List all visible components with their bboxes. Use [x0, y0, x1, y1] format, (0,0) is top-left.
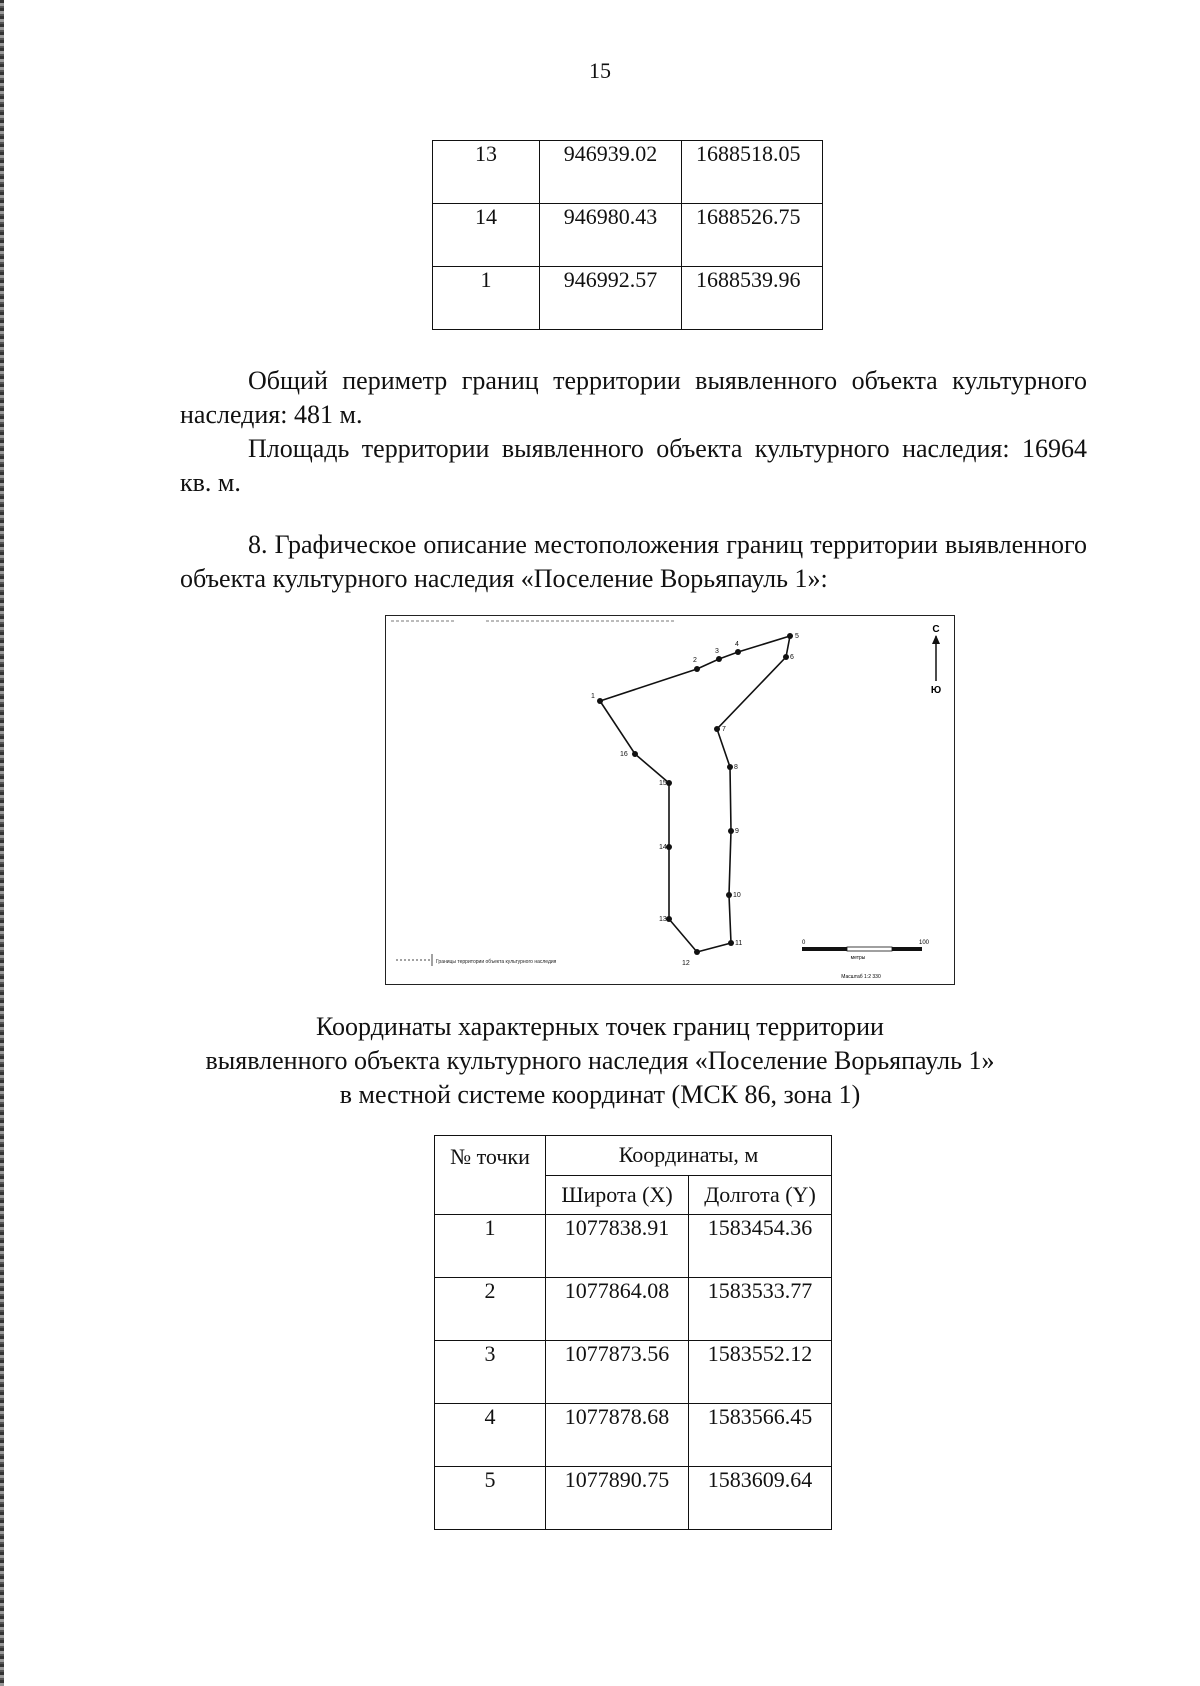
point-label: 6 — [790, 654, 794, 661]
section-8-paragraph: 8. Графическое описание местоположения границ территории выявленного объекта культурного наследия «Поселение Ворьяпауль 1»: — [180, 530, 1087, 593]
scale-start: 0 — [802, 940, 806, 946]
longitude-header: Долгота (Y) — [689, 1175, 832, 1215]
point-cell: 2 — [435, 1278, 546, 1341]
point-label: 1 — [591, 693, 595, 700]
x-cell: 946980.43 — [540, 204, 682, 267]
coordinates-header: Координаты, м — [546, 1136, 832, 1176]
boundary-point — [597, 698, 603, 704]
point-cell: 13 — [433, 141, 540, 204]
y-cell: 1688526.75 — [682, 204, 823, 267]
boundary-point — [727, 764, 733, 770]
coordinates-table-continued — [432, 140, 823, 330]
table-row — [433, 141, 823, 204]
boundary-point — [714, 726, 720, 732]
point-label: 16 — [620, 751, 628, 758]
scale-text: Масштаб 1:2 330 — [841, 974, 881, 980]
coordinates-caption-line1: Координаты характерных точек границ территории — [316, 1012, 884, 1041]
scan-edge — [0, 0, 4, 1686]
point-label: 15 — [659, 780, 667, 787]
y-cell: 1688518.05 — [682, 141, 823, 204]
point-label: 9 — [735, 828, 739, 835]
header-row — [435, 1136, 832, 1176]
north-arrow — [931, 624, 941, 696]
point-cell: 1 — [435, 1215, 546, 1278]
table-row — [435, 1404, 832, 1467]
x-cell: 1077878.68 — [546, 1404, 689, 1467]
territory-boundary — [600, 636, 790, 952]
map-legend — [396, 954, 557, 966]
y-cell: 1688539.96 — [682, 267, 823, 330]
point-cell: 14 — [433, 204, 540, 267]
boundary-point — [728, 828, 734, 834]
scale-segment — [892, 947, 922, 951]
boundary-point — [783, 654, 789, 660]
point-number-header: № точки — [435, 1136, 546, 1215]
scale-unit: метры — [850, 955, 866, 961]
x-cell: 946992.57 — [540, 267, 682, 330]
table-row — [435, 1215, 832, 1278]
latitude-header: Широта (X) — [546, 1175, 689, 1215]
y-cell: 1583454.36 — [689, 1215, 832, 1278]
boundary-point — [666, 916, 672, 922]
y-cell: 1583552.12 — [689, 1341, 832, 1404]
coordinates-table — [434, 1135, 832, 1530]
table-row — [435, 1278, 832, 1341]
boundary-point — [735, 649, 741, 655]
scale-bar — [802, 940, 930, 980]
point-label: 4 — [735, 641, 739, 648]
boundary-point — [787, 633, 793, 639]
point-label: 8 — [734, 764, 738, 771]
x-cell: 1077864.08 — [546, 1278, 689, 1341]
boundary-point — [728, 940, 734, 946]
boundary-point — [694, 949, 700, 955]
boundary-point — [694, 666, 700, 672]
south-label: Ю — [930, 685, 942, 696]
coordinates-caption-line2: выявленного объекта культурного наследия «Поселение Ворьяпауль 1» — [205, 1046, 995, 1075]
point-cell: 4 — [435, 1404, 546, 1467]
y-cell: 1583566.45 — [689, 1404, 832, 1467]
area-paragraph: Площадь территории выявленного объекта культурного наследия: 16964 кв. м. — [180, 434, 1087, 497]
page-number: 15 — [589, 58, 611, 83]
point-label: 12 — [682, 960, 690, 967]
boundary-point — [726, 892, 732, 898]
table-row — [433, 204, 823, 267]
boundary-point — [666, 780, 672, 786]
perimeter-paragraph: Общий периметр границ территории выявленного объекта культурного наследия: 481 м. — [180, 366, 1087, 429]
scale-end: 100 — [919, 940, 930, 946]
scale-segment — [802, 947, 847, 951]
point-label: 14 — [659, 844, 667, 851]
y-cell: 1583533.77 — [689, 1278, 832, 1341]
point-label: 13 — [659, 916, 667, 923]
point-label: 2 — [693, 657, 697, 664]
point-label: 3 — [715, 648, 719, 655]
point-label: 10 — [733, 892, 741, 899]
y-cell: 1583609.64 — [689, 1467, 832, 1530]
boundary-map — [385, 615, 955, 985]
table-row — [433, 267, 823, 330]
boundary-point — [666, 844, 672, 850]
point-label: 5 — [795, 633, 799, 640]
point-cell: 5 — [435, 1467, 546, 1530]
point-label: 7 — [722, 726, 726, 733]
coordinates-caption-line3: в местной системе координат (МСК 86, зона 1) — [339, 1080, 861, 1109]
point-cell: 1 — [433, 267, 540, 330]
boundary-point — [716, 656, 722, 662]
legend-text: Границы территории объекта культурного наследия — [436, 959, 557, 965]
scale-segment — [847, 947, 892, 951]
point-cell: 3 — [435, 1341, 546, 1404]
table-row — [435, 1467, 832, 1530]
x-cell: 1077890.75 — [546, 1467, 689, 1530]
x-cell: 1077838.91 — [546, 1215, 689, 1278]
boundary-map-svg — [386, 616, 956, 986]
north-arrow-head — [932, 635, 940, 644]
table-row — [435, 1341, 832, 1404]
boundary-point — [632, 751, 638, 757]
x-cell: 946939.02 — [540, 141, 682, 204]
x-cell: 1077873.56 — [546, 1341, 689, 1404]
point-label: 11 — [735, 940, 743, 947]
north-label: С — [932, 624, 940, 635]
